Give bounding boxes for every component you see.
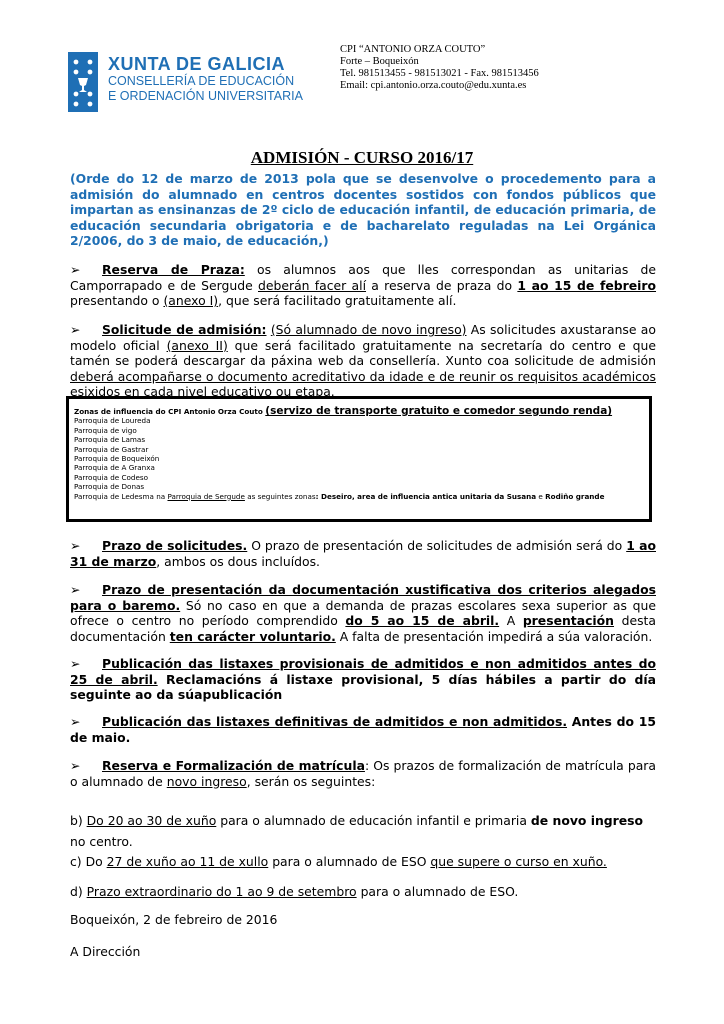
list-item: Parroquia de Boqueixón (74, 454, 160, 464)
text: , que será facilitado gratuitamente alí. (218, 293, 457, 308)
section-label: Publicación das listaxes provisionais de admitidos e non admitidos antes do 25 de abril. (70, 656, 656, 687)
contact-block (340, 44, 539, 92)
text: Só no caso en que a demanda de prazas escolares sexa superior as que ofrece o centro no período comprendido (70, 597, 656, 628)
legal-reference: (Orde do 12 de marzo de 2013 pola que se desenvolve o procedemento para a admisión do alumnado en centros docentes sostidos con fondos públicos que impartan as ensinanzas de 2º ciclo de educación infantil, de educación primaria, de educación secundaria obrigatoria e de bacharelato reguladas na Lei Orgánica 2/2006, do 3 de maio, de educación,) (70, 171, 656, 248)
section-label: Reserva e Formalización de matrícula (102, 758, 365, 773)
section-solicitude (70, 322, 656, 400)
organization-name (108, 54, 303, 104)
text: para o alumnado de ESO. (356, 884, 519, 899)
arrow-bullet-icon: ➢ (70, 538, 81, 553)
section-label: Prazo de presentación da documentación xustificativa dos criterios alegados para o baremo. (70, 582, 656, 613)
item-c (70, 854, 660, 870)
text: Antes do 15 de maio. (70, 714, 656, 745)
text: d) (70, 884, 87, 899)
section-reserva (70, 262, 656, 309)
text: A (499, 613, 523, 628)
text: : Os prazos de formalización de matrícula para o alumnado de (70, 758, 656, 789)
text: 1 ao 15 de febreiro (517, 277, 657, 293)
text: no centro. (70, 834, 133, 849)
arrow-bullet-icon: ➢ (70, 656, 81, 671)
text: ten carácter voluntario. (169, 628, 336, 644)
list-item: Parroquia de Loureda (74, 416, 151, 426)
text: presentando o (70, 293, 164, 308)
section-label: Reserva de Praza: (102, 262, 245, 277)
list-item: Parroquia de vigo (74, 425, 137, 435)
text: e (536, 491, 546, 501)
text: de novo ingreso (530, 813, 644, 828)
text: (anexo II) (166, 337, 228, 353)
text: Do 20 ao 30 de xuño (86, 813, 217, 828)
text: b) (70, 813, 87, 828)
text: presentación (522, 613, 615, 628)
list-item: Parroquia de A Granxa (74, 463, 155, 473)
arrow-bullet-icon: ➢ (70, 758, 81, 773)
text: (Só alumnado de novo ingreso) (270, 322, 467, 337)
section-matricula (70, 758, 656, 789)
text: as seguintes zonas (244, 491, 316, 501)
section-documentacion (70, 582, 656, 644)
text: para o alumnado de educación infantil e primaria (216, 813, 531, 828)
org-line: E ORDENACIÓN UNIVERSITARIA (108, 89, 303, 103)
arrow-bullet-icon: ➢ (70, 262, 81, 277)
text: : Deseiro, area de influencia antica unitaria da Susana (315, 491, 537, 501)
section-provisionais (70, 656, 656, 703)
school-name: CPI “ANTONIO ORZA COUTO” (340, 44, 486, 55)
section-prazo (70, 538, 656, 569)
list-item: Parroquia de Donas (74, 482, 145, 492)
school-location: Forte – Boqueixón (340, 56, 419, 67)
zonas-services: (servizo de transporte gratuito e comedor segundo renda) (265, 405, 613, 417)
document-title: ADMISIÓN - CURSO 2016/17 (250, 148, 474, 167)
item-b (70, 810, 656, 852)
text: As solicitudes axustaranse ao modelo oficial (70, 322, 656, 353)
zonas-title: Zonas de influencia do CPI Antonio Orza Couto (74, 407, 266, 416)
text: Prazo extraordinario do 1 ao 9 de setembro (86, 884, 357, 899)
list-item: Parroquia de Codeso (74, 472, 149, 482)
text: c) Do (70, 854, 107, 869)
text: , serán os seguintes: (246, 773, 376, 789)
list-item: Parroquia de Lamas (74, 435, 146, 445)
text: O prazo de presentación de solicitudes de admisión será do (247, 538, 627, 553)
list-item (74, 492, 645, 501)
arrow-bullet-icon: ➢ (70, 322, 81, 337)
text: Reclamacións á listaxe provisional, 5 días hábiles a partir do día seguinte ao da súapublicación (70, 671, 656, 702)
xunta-coat-of-arms-icon (68, 52, 98, 112)
section-definitivas (70, 714, 656, 745)
text: 27 de xuño ao 11 de xullo (106, 854, 269, 869)
text: (anexo I) (163, 293, 219, 308)
section-label: Prazo de solicitudes. (102, 538, 248, 553)
text: desta documentación (70, 613, 657, 644)
text: deberá acompañarse o documento acreditativo da idade e de reunir os requisitos académicos esixidos en cada nivel educativo ou etapa. (70, 368, 656, 399)
section-label: Solicitude de admisión: (102, 322, 267, 337)
text: A falta de presentación impedirá a súa valoración. (335, 628, 653, 644)
signature: A Dirección (70, 944, 141, 959)
date-line: Boqueixón, 2 de febreiro de 2016 (70, 912, 278, 927)
text: novo ingreso (166, 773, 247, 789)
text: os alumnos aos que lles correspondan as unitarias de Camporrapado e de Sergude (70, 262, 656, 293)
text: do 5 ao 15 de abril. (345, 613, 500, 628)
text: que supere o curso en xuño. (430, 854, 607, 869)
list-item: Parroquia de Gastrar (74, 444, 149, 454)
school-email: Email: cpi.antonio.orza.couto@edu.xunta.es (340, 80, 527, 91)
text: deberán facer alí (258, 277, 367, 293)
text: Rodiño grande (545, 491, 605, 501)
arrow-bullet-icon: ➢ (70, 714, 81, 729)
zonas-heading (74, 407, 645, 416)
school-phone: Tel. 981513455 - 981513021 - Fax. 981513456 (340, 68, 539, 79)
text: que será facilitado gratuitamente na secretaría do centro e que tamén se poderá descargar da páxina web da consellería. Xunto coa solicitude de admisión (70, 337, 656, 368)
text: para o alumnado de ESO (268, 854, 431, 869)
item-d (70, 884, 660, 900)
text: Parroquia de Ledesma na (74, 491, 168, 501)
text: Parroquia de Sergude (167, 491, 245, 501)
text: , ambos os dous incluídos. (156, 553, 320, 569)
org-title: XUNTA DE GALICIA (108, 54, 285, 74)
zonas-influencia-box (66, 396, 652, 522)
section-label: Publicación das listaxes definitivas de admitidos e non admitidos. (102, 714, 568, 729)
text: 1 ao 31 de marzo (70, 538, 656, 569)
org-line: CONSELLERÍA DE EDUCACIÓN (108, 74, 295, 88)
arrow-bullet-icon: ➢ (70, 582, 81, 597)
text: a reserva de praza do (366, 277, 518, 293)
